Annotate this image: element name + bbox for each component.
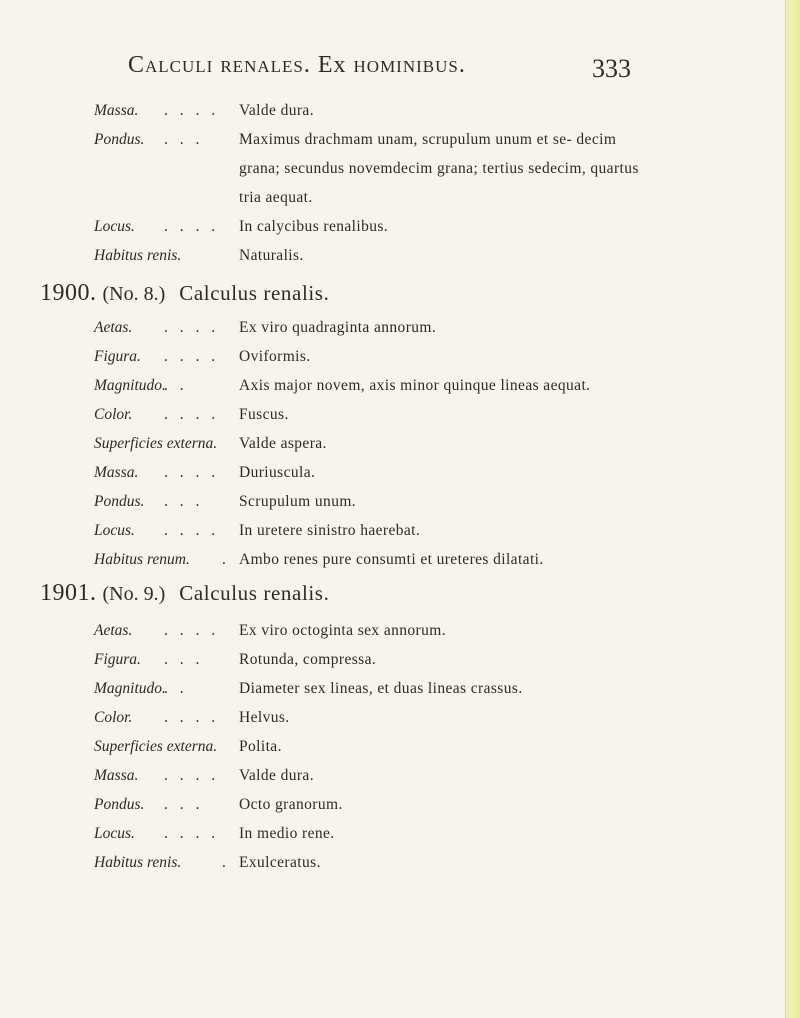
leader-dots: . . . .: [164, 522, 220, 539]
entry-row: [94, 732, 674, 761]
entry-row: [94, 819, 674, 848]
field-label: Superficies externa.: [94, 435, 218, 452]
entry-row: [94, 241, 674, 270]
entry-row: [94, 400, 674, 429]
field-value: Diameter sex lineas, et duas lineas crassus.: [239, 680, 523, 697]
field-value: Maximus drachmam unam, scrupulum unum et se- decim grana; secundus novemdecim grana; tertius sedecim, quartus tria aequat.: [239, 131, 639, 206]
leader-dots: .: [222, 551, 230, 568]
entry-row: [94, 645, 674, 674]
field-label: Magnitudo.: [94, 377, 166, 394]
entry-row: [94, 342, 674, 371]
entry-title: Calculus renalis.: [179, 281, 330, 305]
field-label: Magnitudo.: [94, 680, 166, 697]
field-value: In uretere sinistro haerebat.: [239, 522, 421, 539]
running-title-ex: Ex: [310, 52, 347, 78]
leader-dots: . . . .: [164, 709, 220, 726]
entry-title: Calculus renalis.: [179, 581, 330, 605]
entry-row: [94, 212, 674, 241]
field-label: Massa.: [94, 464, 139, 481]
top-entry-block: [94, 96, 674, 270]
field-label: Massa.: [94, 767, 139, 784]
leader-dots: . . .: [164, 131, 204, 148]
entry-row: [94, 96, 674, 125]
field-value: In medio rene.: [239, 825, 335, 842]
field-value: Duriuscula.: [239, 464, 316, 481]
leader-dots: . . . .: [164, 825, 220, 842]
field-value: Scrupulum unum.: [239, 493, 357, 510]
field-label: Habitus renis.: [94, 247, 182, 264]
entry-number: (No. 8.): [102, 283, 166, 305]
field-value: Ex viro quadraginta annorum.: [239, 319, 437, 336]
leader-dots: . . . .: [164, 406, 220, 423]
running-title-calculi: Calculi: [128, 52, 214, 78]
running-title-renales: renales.: [213, 52, 311, 78]
entry-row: [94, 674, 674, 703]
field-value: Valde dura.: [239, 102, 314, 119]
entry-year: 1900.: [40, 280, 97, 306]
entry-row: [94, 487, 674, 516]
leader-dots: . . .: [164, 493, 204, 510]
entry-row: [94, 516, 674, 545]
field-label: Pondus.: [94, 493, 145, 510]
field-value: Ex viro octoginta sex annorum.: [239, 622, 446, 639]
leader-dots: . . .: [164, 651, 204, 668]
field-label: Pondus.: [94, 131, 145, 148]
field-label: Color.: [94, 709, 133, 726]
field-label: Habitus renis.: [94, 854, 182, 871]
field-value: In calycibus renalibus.: [239, 218, 389, 235]
entry-year: 1901.: [40, 580, 97, 606]
field-label: Locus.: [94, 825, 135, 842]
entry-row: [94, 313, 674, 342]
entry-row: [94, 429, 674, 458]
field-value: Valde aspera.: [239, 435, 327, 452]
field-label: Locus.: [94, 522, 135, 539]
entry-row: [94, 125, 674, 212]
field-label: Figura.: [94, 651, 141, 668]
field-label: Aetas.: [94, 622, 133, 639]
entry-row: [94, 545, 674, 574]
field-label: Figura.: [94, 348, 141, 365]
entry-number: (No. 9.): [102, 583, 166, 605]
leader-dots: . . . .: [164, 218, 220, 235]
entry-row: [94, 848, 674, 877]
field-label: Superficies externa.: [94, 738, 218, 755]
field-label: Habitus renum.: [94, 551, 190, 568]
leader-dots: . . . .: [164, 622, 220, 639]
entry-row: [94, 761, 674, 790]
leader-dots: . . . .: [164, 348, 220, 365]
field-value: Naturalis.: [239, 247, 304, 264]
field-value: Exulceratus.: [239, 854, 321, 871]
field-value: Fuscus.: [239, 406, 289, 423]
page-number: 333: [592, 54, 631, 83]
entry-row: [94, 703, 674, 732]
leader-dots: . . . .: [164, 767, 220, 784]
running-title-hominibus: hominibus.: [346, 52, 466, 78]
field-label: Locus.: [94, 218, 135, 235]
entry-row: [94, 790, 674, 819]
field-label: Color.: [94, 406, 133, 423]
entry-heading-1900: [40, 280, 329, 307]
leader-dots: . . .: [164, 796, 204, 813]
field-value: Rotunda, compressa.: [239, 651, 377, 668]
entry-row: [94, 371, 674, 400]
leader-dots: . .: [164, 680, 188, 697]
entry-row: [94, 458, 674, 487]
leader-dots: . . . .: [164, 319, 220, 336]
leader-dots: . . . .: [164, 102, 220, 119]
field-value: Helvus.: [239, 709, 290, 726]
page-edge: [785, 0, 800, 1018]
field-label: Massa.: [94, 102, 139, 119]
field-label: Pondus.: [94, 796, 145, 813]
field-value: Polita.: [239, 738, 282, 755]
entry-row: [94, 616, 674, 645]
entry-block-1900: [94, 313, 674, 574]
leader-dots: . . . .: [164, 464, 220, 481]
leader-dots: .: [222, 854, 230, 871]
field-value: Ambo renes pure consumti et ureteres dilatati.: [239, 551, 544, 568]
field-value: Valde dura.: [239, 767, 314, 784]
running-head: [128, 52, 648, 83]
field-value: Axis major novem, axis minor quinque lineas aequat.: [239, 377, 591, 394]
entry-block-1901: [94, 616, 674, 877]
field-value: Octo granorum.: [239, 796, 343, 813]
leader-dots: . .: [164, 377, 188, 394]
entry-heading-1901: [40, 580, 329, 607]
field-label: Aetas.: [94, 319, 133, 336]
field-value: Oviformis.: [239, 348, 311, 365]
